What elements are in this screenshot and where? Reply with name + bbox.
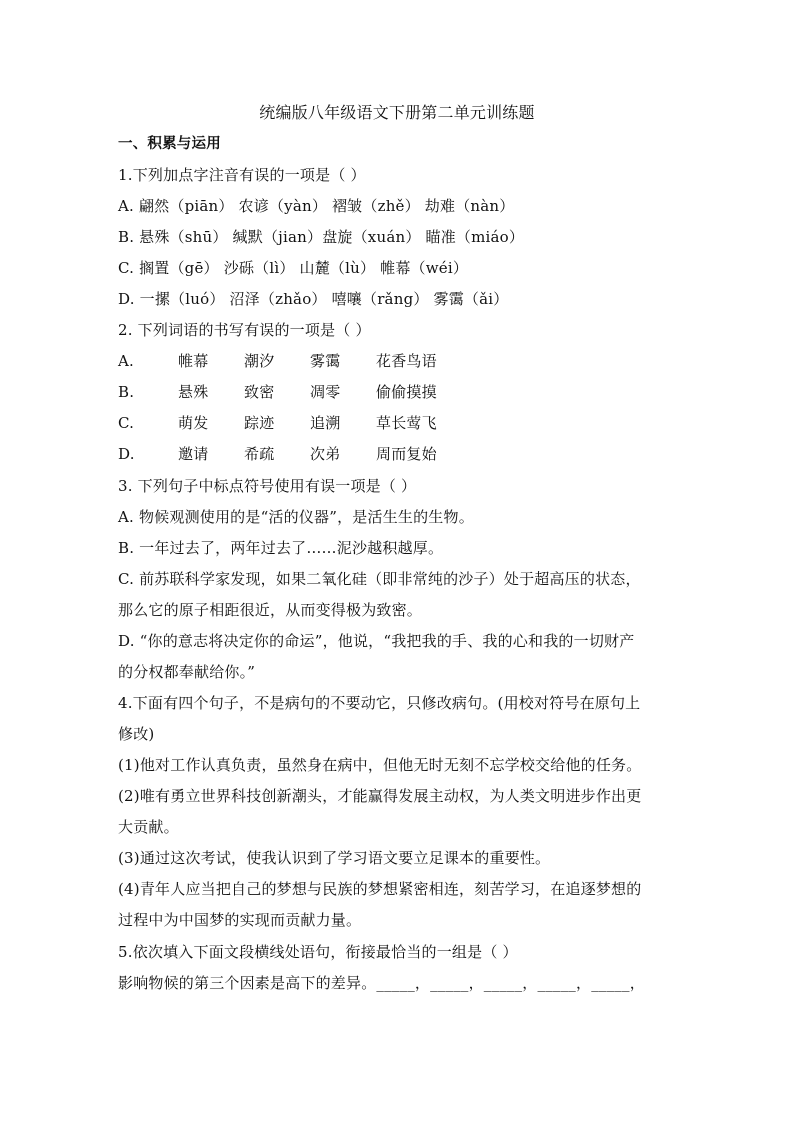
option-letter: A. <box>118 352 135 370</box>
option-word: 致密 <box>244 383 275 401</box>
question-4-line: (4)青年人应当把自己的梦想与民族的梦想紧密相连，刻苦学习，在追逐梦想的 <box>118 880 642 898</box>
question-2-option-a <box>118 351 680 371</box>
question-3-line: C. 前苏联科学家发现，如果二氧化硅（即非常纯的沙子）处于超高压的状态， <box>118 570 641 588</box>
question-1-option-a: A. 翩然（piān） 农谚（yàn） 褶皱（zhě） 劫难（nàn） <box>118 197 515 215</box>
question-4-line: 修改) <box>118 725 155 743</box>
option-word: 邀请 <box>178 445 209 463</box>
question-3-line: 那么它的原子相距很近，从而变得极为致密。 <box>118 601 423 619</box>
option-word: 花香鸟语 <box>376 352 437 370</box>
option-letter: C. <box>118 414 135 432</box>
question-4-line: 过程中为中国梦的实现而贡献力量。 <box>118 911 362 929</box>
option-word: 雾霭 <box>310 352 341 370</box>
question-1-stem: 1.下列加点字注音有误的一项是（ ） <box>118 166 366 184</box>
question-2-stem: 2. 下列词语的书写有误的一项是（ ） <box>118 321 371 339</box>
question-2-option-d <box>118 444 680 464</box>
option-word: 周而复始 <box>376 445 437 463</box>
question-1-option-d: D. 一摞（luó） 沼泽（zhǎo） 嘻嚷（rǎng） 雾霭（ǎi） <box>118 290 509 308</box>
option-word: 次弟 <box>310 445 341 463</box>
question-3-line: A. 物候观测使用的是“活的仪器”，是活生生的生物。 <box>118 508 474 526</box>
option-letter: B. <box>118 383 135 401</box>
section-heading: 一、积累与运用 <box>118 136 221 152</box>
option-word: 希疏 <box>244 445 275 463</box>
option-word: 萌发 <box>178 414 209 432</box>
question-2-option-c <box>118 413 680 433</box>
question-4-line: (3)通过这次考试，使我认识到了学习语文要立足课本的重要性。 <box>118 849 551 867</box>
question-5-text: 影响物候的第三个因素是高下的差异。_____，_____，_____，_____，_____， <box>118 974 645 992</box>
option-word: 草长莺飞 <box>376 414 437 432</box>
option-word: 追溯 <box>310 414 341 432</box>
question-4-line: 4.下面有四个句子，不是病句的不要动它，只修改病句。(用校对符号在原句上 <box>118 694 641 712</box>
question-3-line: B. 一年过去了，两年过去了……泥沙越积越厚。 <box>118 539 444 557</box>
question-4-line: 大贡献。 <box>118 818 179 836</box>
question-3-line: D. “你的意志将决定你的命运”，他说，“我把我的手、我的心和我的一切财产 <box>118 632 635 650</box>
question-3-stem: 3. 下列句子中标点符号使用有误一项是（ ） <box>118 477 417 495</box>
option-letter: D. <box>118 445 135 463</box>
question-4-line: (1)他对工作认真负责，虽然身在病中，但他无时无刻不忘学校交给他的任务。 <box>118 756 642 774</box>
option-word: 帷幕 <box>178 352 209 370</box>
option-word: 悬殊 <box>178 383 209 401</box>
question-3-line: 的分权都奉献给你。” <box>118 663 256 681</box>
option-word: 偷偷摸摸 <box>376 383 437 401</box>
question-1-option-c: C. 搁置（gē） 沙砾（lì） 山麓（lù） 帷幕（wéi） <box>118 259 469 277</box>
document-title: 统编版八年级语文下册第二单元训练题 <box>259 103 535 122</box>
question-5-stem: 5.依次填入下面文段横线处语句，衔接最恰当的一组是（ ） <box>118 943 518 961</box>
question-4-line: (2)唯有勇立世界科技创新潮头，才能赢得发展主动权，为人类文明进步作出更 <box>118 787 642 805</box>
question-1-option-b: B. 悬殊（shū） 缄默（jian）盘旋（xuán） 瞄准（miáo） <box>118 228 525 246</box>
option-word: 潮汐 <box>244 352 275 370</box>
option-word: 凋零 <box>310 383 341 401</box>
question-2-option-b <box>118 382 680 402</box>
option-word: 踪迹 <box>244 414 275 432</box>
